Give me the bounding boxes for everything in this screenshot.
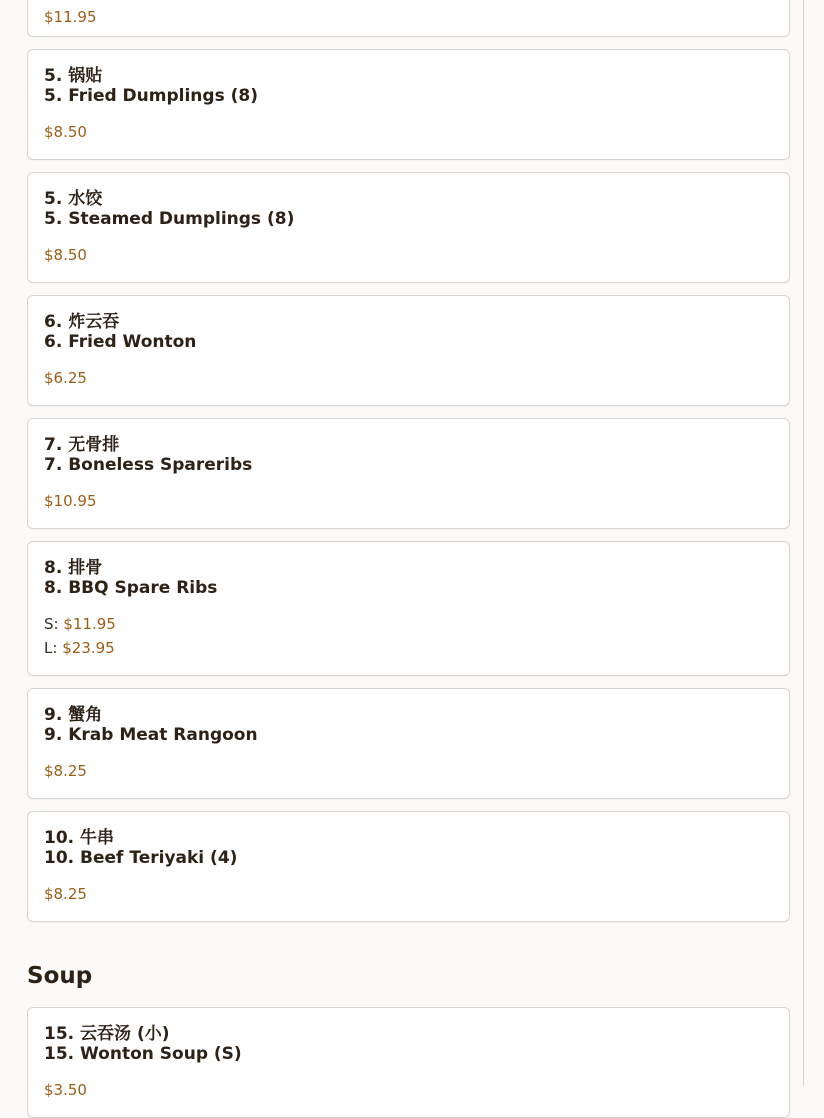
- item-name-english: 7. Boneless Spareribs: [44, 455, 253, 475]
- item-name-chinese: 9. 蟹角: [44, 705, 103, 725]
- item-price: $11.95: [63, 615, 116, 633]
- menu-item-card[interactable]: [27, 418, 790, 529]
- price-row: [44, 492, 97, 510]
- menu-item-card[interactable]: [27, 541, 790, 676]
- menu-item-card[interactable]: [27, 0, 790, 37]
- content-divider: [803, 0, 804, 1086]
- item-name-english: 5. Fried Dumplings (8): [44, 86, 258, 106]
- item-name-english: 15. Wonton Soup (S): [44, 1044, 242, 1064]
- item-name-chinese: 6. 炸云吞: [44, 312, 120, 332]
- price-row: [44, 885, 87, 903]
- item-name-english: 6. Fried Wonton: [44, 332, 197, 352]
- item-name-chinese: 8. 排骨: [44, 558, 103, 578]
- item-name-chinese: 15. 云吞汤 (小): [44, 1024, 170, 1044]
- item-name-chinese: 5. 锅贴: [44, 66, 103, 86]
- menu-item-card[interactable]: [27, 172, 790, 283]
- price-row: [44, 1081, 87, 1099]
- item-price: $8.25: [44, 885, 87, 903]
- item-name-english: 10. Beef Teriyaki (4): [44, 848, 238, 868]
- price-row: [44, 123, 87, 141]
- menu-item-card[interactable]: [27, 1007, 790, 1118]
- item-name-english: 9. Krab Meat Rangoon: [44, 725, 258, 745]
- price-row: [44, 369, 87, 387]
- item-price: $8.50: [44, 246, 87, 264]
- size-label: S:: [44, 615, 59, 633]
- item-name-chinese: 7. 无骨排: [44, 435, 120, 455]
- item-price: $11.95: [44, 8, 97, 26]
- menu-item-card[interactable]: [27, 295, 790, 406]
- price-row: [44, 762, 87, 780]
- item-price: $8.50: [44, 123, 87, 141]
- menu-item-card[interactable]: [27, 49, 790, 160]
- item-name-english: 5. Steamed Dumplings (8): [44, 209, 295, 229]
- size-label: L:: [44, 639, 58, 657]
- item-price: $10.95: [44, 492, 97, 510]
- item-price: $3.50: [44, 1081, 87, 1099]
- item-price: $6.25: [44, 369, 87, 387]
- item-name-chinese: 5. 水饺: [44, 189, 103, 209]
- item-name-english: 8. BBQ Spare Ribs: [44, 578, 218, 598]
- price-row: [44, 246, 87, 264]
- size-price-row-small: [44, 615, 116, 633]
- menu-item-card[interactable]: [27, 811, 790, 922]
- item-price: $23.95: [62, 639, 115, 657]
- size-price-row-large: [44, 639, 115, 657]
- price-row: [44, 8, 97, 26]
- item-price: $8.25: [44, 762, 87, 780]
- section-heading-soup: Soup: [27, 963, 93, 989]
- item-name-chinese: 10. 牛串: [44, 828, 115, 848]
- menu-item-card[interactable]: [27, 688, 790, 799]
